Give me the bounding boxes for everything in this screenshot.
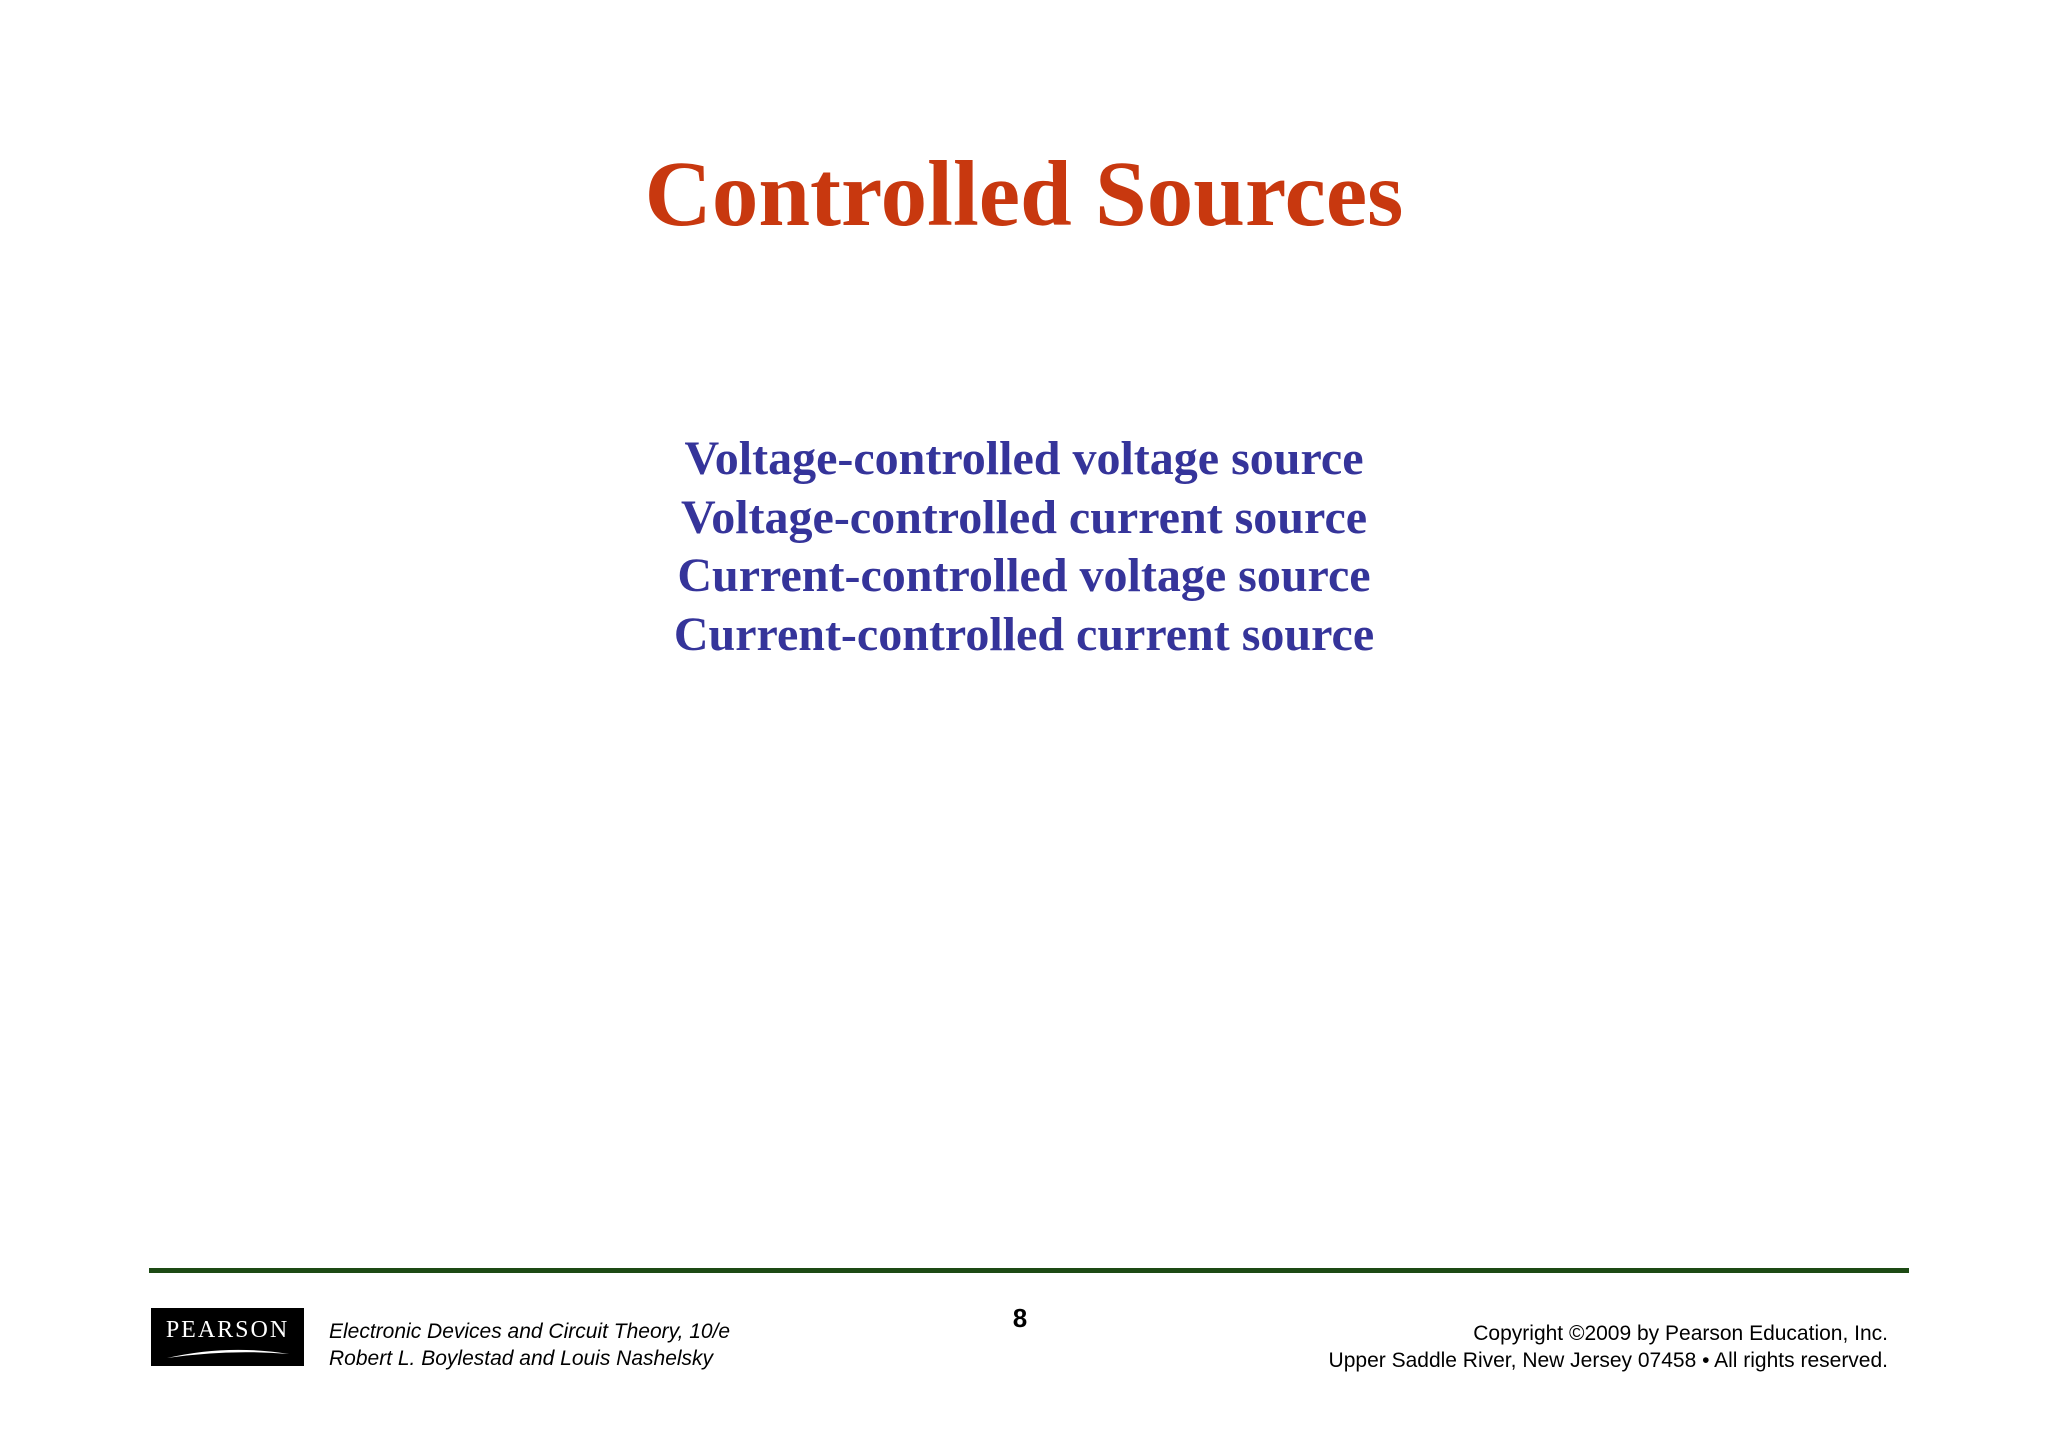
footer-divider [149,1268,1909,1273]
list-item: Voltage-controlled current source [680,490,1368,544]
pearson-logo [151,1308,304,1366]
book-authors: Robert L. Boylestad and Louis Nashelsky [329,1347,714,1370]
logo-text: PEARSON [165,1317,290,1343]
slide-title: Controlled Sources [644,143,1404,246]
page-number: 8 [1012,1303,1028,1333]
list-item: Current-controlled voltage source [677,549,1371,602]
copyright-notice [1329,1320,1888,1374]
slide-content [0,430,2048,664]
copyright-address: Upper Saddle River, New Jersey 07458 • All rights reserved. [1328,1349,1888,1372]
swoosh-icon [165,1346,291,1360]
book-title: Electronic Devices and Circuit Theory, 10/e [329,1320,731,1343]
copyright-line: Copyright ©2009 by Pearson Education, Inc. [1473,1322,1888,1345]
book-info [329,1318,730,1372]
list-item: Voltage-controlled voltage source [684,432,1364,485]
list-item: Current-controlled current source [673,607,1375,661]
